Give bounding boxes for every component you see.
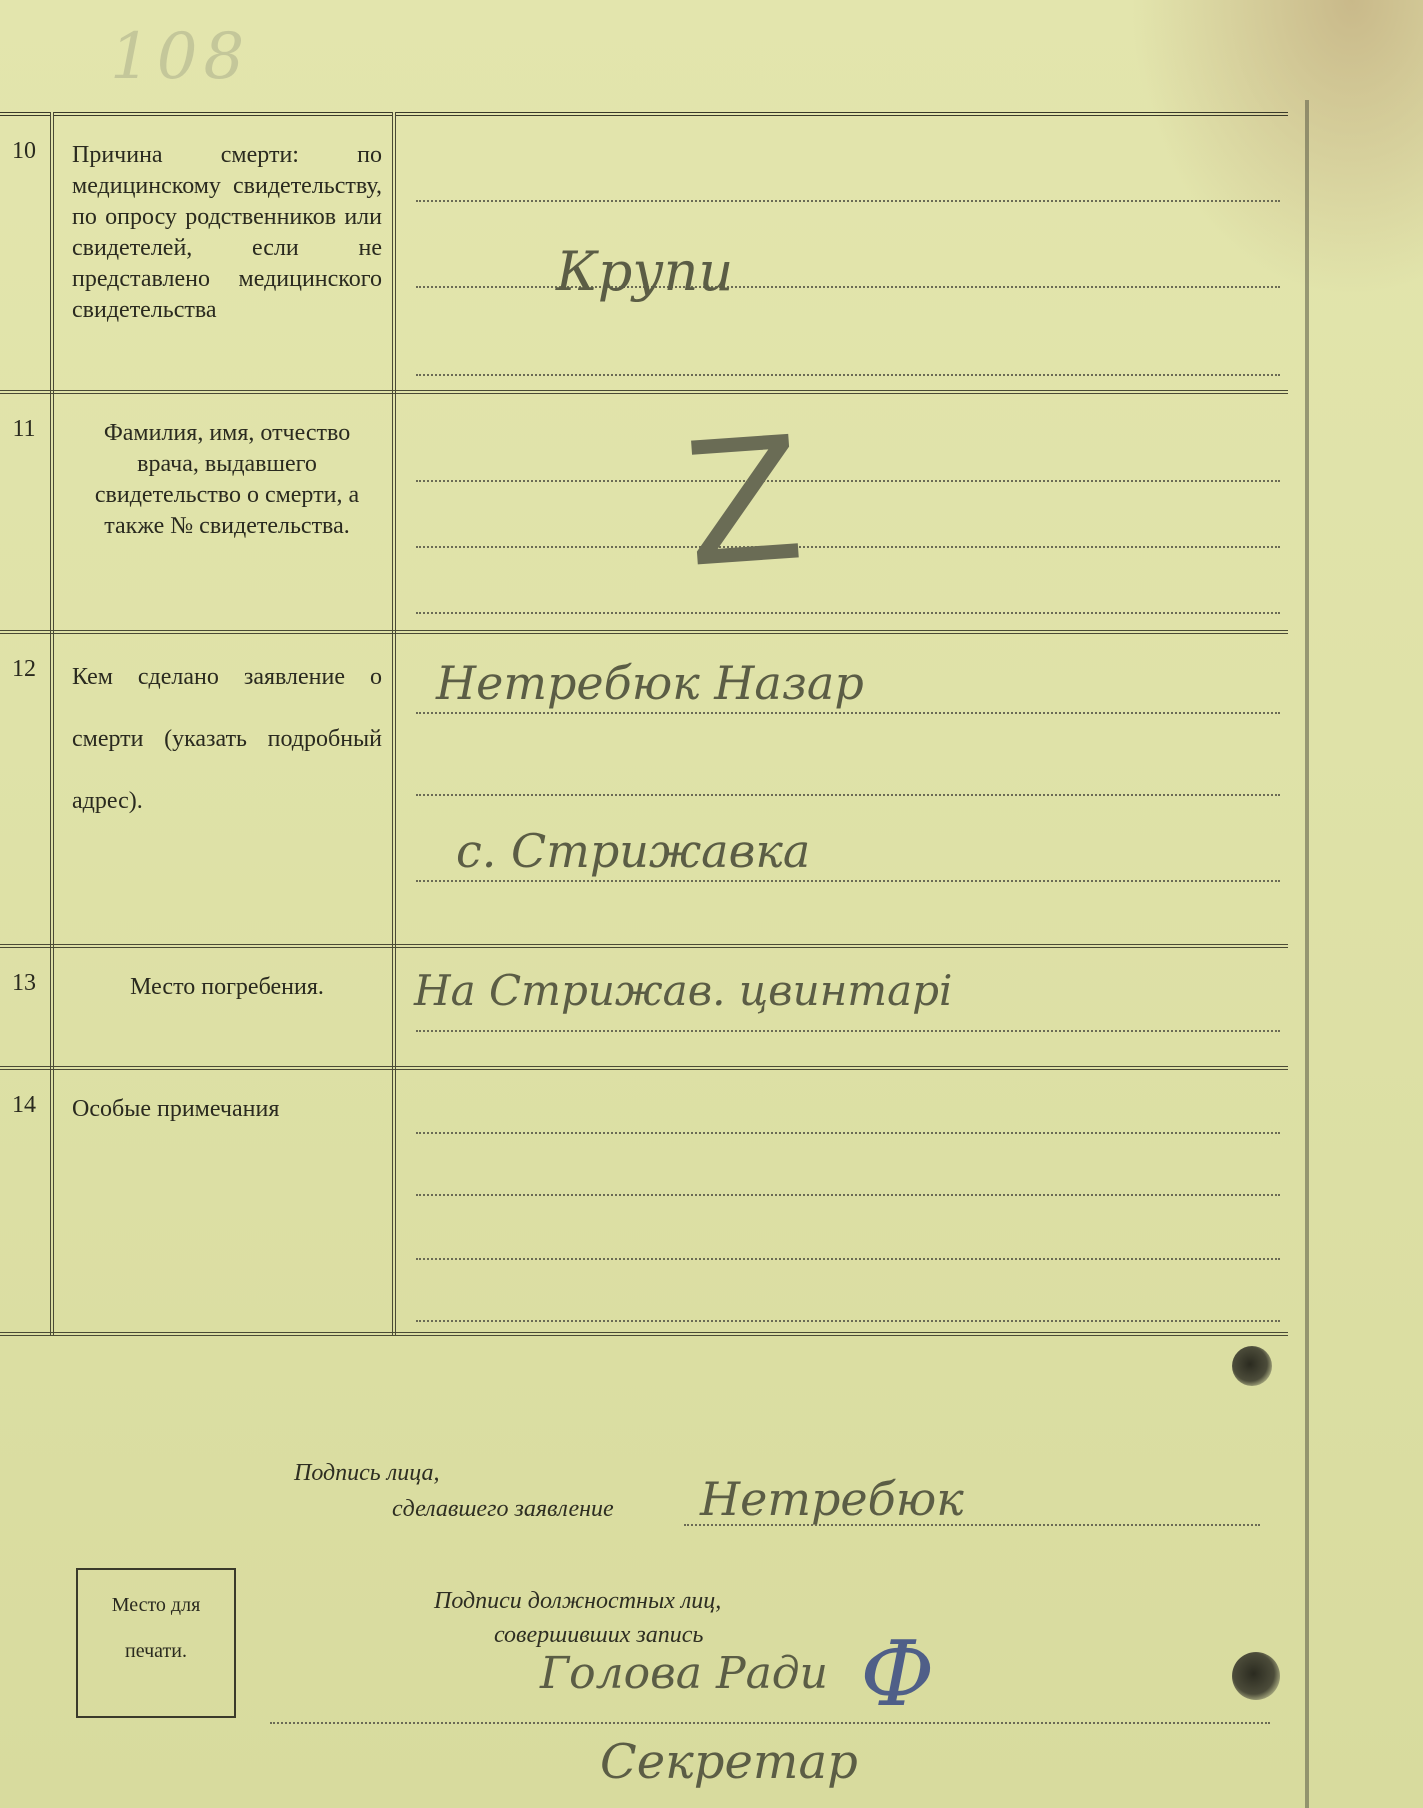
declarant-signature-label: Подпись лица, bbox=[294, 1460, 440, 1486]
dotted-line bbox=[416, 480, 1280, 482]
row-number: 12 bbox=[0, 632, 52, 946]
dotted-line bbox=[416, 1258, 1280, 1260]
form-row-12 bbox=[0, 632, 1288, 946]
official-signature-head: Голова Ради bbox=[540, 1648, 829, 1699]
dotted-line bbox=[270, 1722, 1270, 1724]
signature-section bbox=[0, 1412, 1300, 1808]
death-record-form-table bbox=[0, 112, 1288, 1336]
dotted-line bbox=[416, 794, 1280, 796]
stamp-label: Место для bbox=[111, 1594, 201, 1616]
dotted-line bbox=[416, 880, 1280, 882]
row-number: 10 bbox=[0, 114, 52, 392]
page-right-border bbox=[1305, 100, 1309, 1808]
form-row-13 bbox=[0, 946, 1288, 1068]
dotted-line bbox=[416, 374, 1280, 376]
dotted-line bbox=[416, 286, 1280, 288]
officials-signature-label: Подписи должностных лиц, bbox=[434, 1588, 722, 1614]
dotted-line bbox=[416, 1320, 1280, 1322]
officials-signature-label: совершивших запись bbox=[494, 1622, 704, 1648]
row-value-declarant bbox=[394, 632, 1288, 946]
declarant-signature-label: сделавшего заявление bbox=[392, 1496, 614, 1522]
official-signature-mark: Ф bbox=[860, 1622, 935, 1727]
stamp-label: печати. bbox=[125, 1640, 187, 1662]
row-label-special-notes: Особые примечания bbox=[52, 1068, 394, 1334]
row-number: 14 bbox=[0, 1068, 52, 1334]
form-row-11 bbox=[0, 392, 1288, 632]
row-value-burial-place bbox=[394, 946, 1288, 1068]
punch-hole bbox=[1232, 1652, 1280, 1700]
handwritten-declarant-address: с. Стрижавка bbox=[456, 824, 811, 878]
row-value-special-notes bbox=[394, 1068, 1288, 1334]
dotted-line bbox=[416, 1132, 1280, 1134]
form-row-14 bbox=[0, 1068, 1288, 1334]
punch-hole bbox=[1232, 1346, 1272, 1386]
row-number: 11 bbox=[0, 392, 52, 632]
dotted-line bbox=[416, 200, 1280, 202]
official-signature-secretary: Секретар bbox=[600, 1734, 858, 1790]
dotted-line bbox=[416, 1030, 1280, 1032]
handwritten-burial-place: На Стрижав. цвинтарі bbox=[414, 966, 953, 1015]
dotted-line bbox=[416, 546, 1280, 548]
row-number: 13 bbox=[0, 946, 52, 1068]
dotted-line bbox=[416, 712, 1280, 714]
row-label-cause-of-death: Причина смерти: по медицинскому свидетельству, по опросу родственников или свидетелей, если не представлено медицинского свидетельства bbox=[52, 114, 394, 392]
row-value-doctor bbox=[394, 392, 1288, 632]
handwritten-z-dash: Z bbox=[679, 400, 810, 606]
dotted-line bbox=[416, 612, 1280, 614]
handwritten-cause: Крупи bbox=[556, 240, 734, 303]
form-row-10 bbox=[0, 114, 1288, 392]
handwritten-declarant-name: Нетребюк Назар bbox=[436, 656, 864, 710]
declarant-signature: Нетребюк bbox=[700, 1472, 964, 1526]
row-label-doctor: Фамилия, имя, отчество врача, выдавшего свидетельство о смерти, а также № свидетельства. bbox=[52, 392, 394, 632]
dotted-line bbox=[416, 1194, 1280, 1196]
row-label-burial-place: Место погребения. bbox=[52, 946, 394, 1068]
stamp-placeholder-box bbox=[76, 1568, 236, 1718]
row-value-cause-of-death bbox=[394, 114, 1288, 392]
corner-archive-number: 108 bbox=[110, 20, 251, 94]
row-label-declarant: Кем сделано заявление о смерти (указать подробный адрес). bbox=[52, 632, 394, 946]
